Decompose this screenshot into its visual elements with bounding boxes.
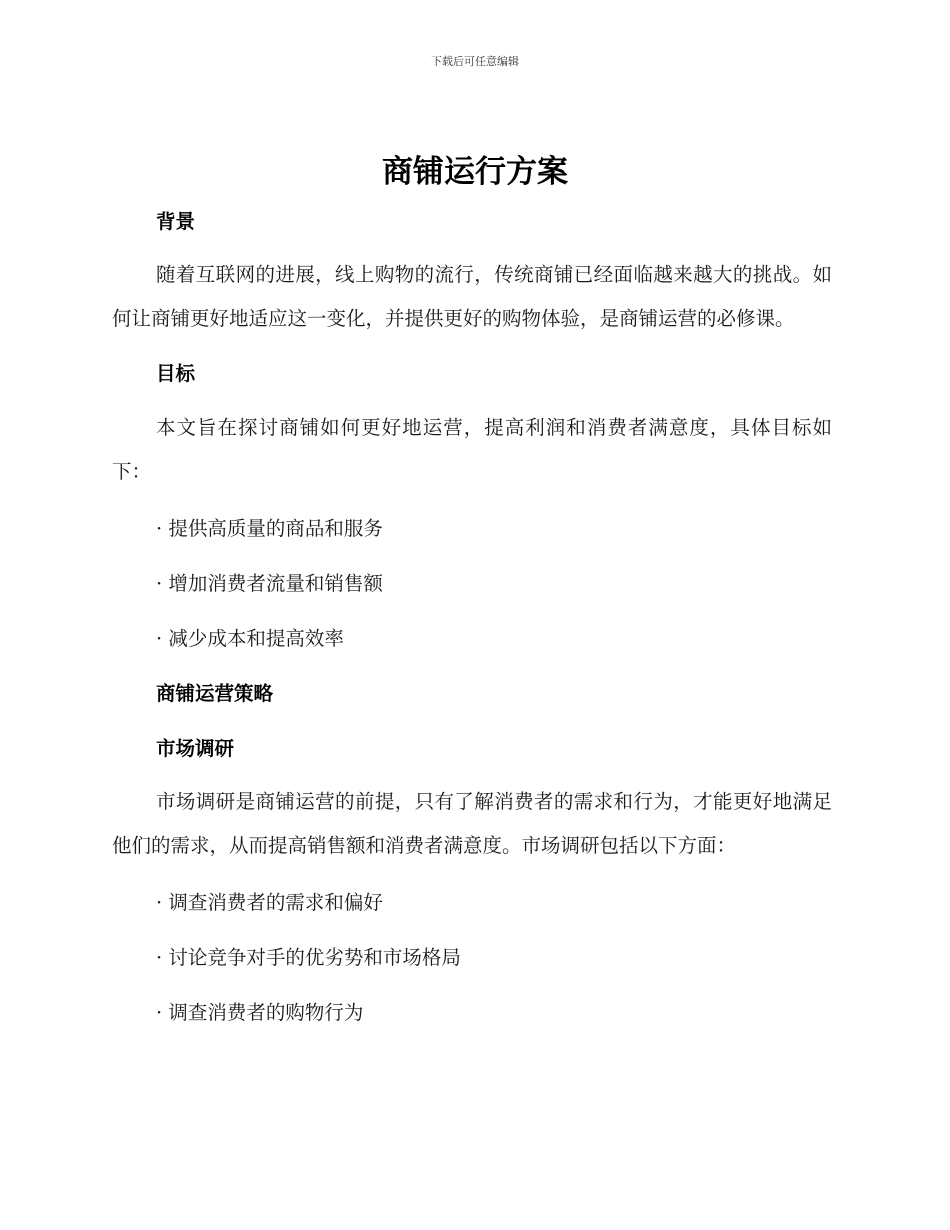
paragraph-goals: 本文旨在探讨商铺如何更好地运营，提高利润和消费者满意度，具体目标如下： bbox=[112, 416, 832, 483]
list-item: · 增加消费者流量和销售额 bbox=[156, 572, 383, 595]
heading-strategy: 商铺运营策略 bbox=[156, 682, 274, 705]
paragraph-background: 随着互联网的进展，线上购物的流行，传统商铺已经面临越来越大的挑战。如何让商铺更好地适应这一变化，并提供更好的购物体验，是商铺运营的必修课。 bbox=[112, 263, 832, 330]
list-item: · 讨论竞争对手的优劣势和市场格局 bbox=[156, 946, 461, 969]
heading-market-research: 市场调研 bbox=[156, 737, 235, 760]
list-item: · 调查消费者的需求和偏好 bbox=[156, 891, 383, 914]
paragraph-market-research: 市场调研是商铺运营的前提，只有了解消费者的需求和行为，才能更好地满足他们的需求，从而提高销售额和消费者满意度。市场调研包括以下方面： bbox=[112, 790, 832, 857]
document-title: 商铺运行方案 bbox=[382, 154, 568, 190]
heading-goals: 目标 bbox=[156, 362, 196, 385]
list-item: · 调查消费者的购物行为 bbox=[156, 1001, 364, 1024]
market-research-list bbox=[112, 889, 832, 1027]
list-item: · 减少成本和提高效率 bbox=[156, 627, 344, 650]
list-item: · 提供高质量的商品和服务 bbox=[156, 517, 383, 540]
page-header: 下载后可任意编辑 bbox=[431, 55, 519, 68]
document-body bbox=[112, 200, 832, 1027]
heading-background: 背景 bbox=[156, 210, 196, 233]
goals-list bbox=[112, 515, 832, 653]
